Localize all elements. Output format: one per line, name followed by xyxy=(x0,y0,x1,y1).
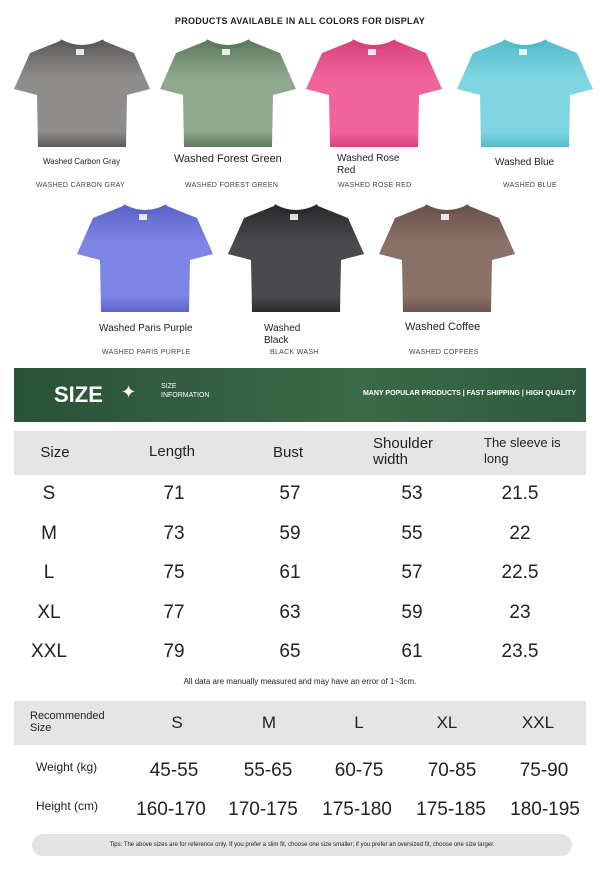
table-cell: 61 xyxy=(279,562,301,583)
tshirt-image xyxy=(377,202,517,317)
table-cell: 57 xyxy=(401,562,423,583)
table-cell: 73 xyxy=(163,522,185,544)
table-cell: 57 xyxy=(279,483,301,504)
column-header: Size xyxy=(40,444,70,461)
tshirt-image xyxy=(158,37,298,152)
product-name: Washed Carbon Gray xyxy=(43,157,121,166)
table-cell: 175-180 xyxy=(322,799,392,820)
table-cell: 79 xyxy=(163,641,185,662)
table-cell: 21.5 xyxy=(501,483,539,504)
column-header: Shoulder width xyxy=(373,435,434,468)
product-name: Washed Paris Purple xyxy=(99,323,193,334)
size-banner xyxy=(14,368,586,422)
product-code: BLACK WASH xyxy=(270,349,319,356)
tshirt-icon xyxy=(377,202,517,317)
table-cell: 170-175 xyxy=(228,799,298,820)
tshirt-icon xyxy=(75,202,215,317)
table-cell: 45-55 xyxy=(149,760,199,781)
banner-title: SIZE xyxy=(54,382,103,407)
table-cell: 63 xyxy=(279,601,301,623)
column-header: Bust xyxy=(272,444,303,461)
table-cell: 180-195 xyxy=(510,799,580,820)
table-cell: 75-90 xyxy=(519,760,569,781)
table-cell: 60-75 xyxy=(334,760,384,781)
tshirt-icon xyxy=(455,37,595,152)
column-header: The sleeve is long xyxy=(484,435,561,466)
tshirt-image xyxy=(12,37,152,152)
product-name: Washed Blue xyxy=(495,157,555,168)
row-label: Weight (kg) xyxy=(36,760,98,774)
product-name: Washed Black xyxy=(264,323,301,346)
table-cell: 23.5 xyxy=(501,641,539,662)
row-label: Height (cm) xyxy=(36,799,99,813)
column-header: Recommended Size xyxy=(30,710,105,734)
table-cell: 22.5 xyxy=(501,562,539,583)
table-cell: 71 xyxy=(163,483,185,504)
table-cell: 77 xyxy=(163,601,185,623)
table-cell: 59 xyxy=(279,522,301,544)
tshirt-image xyxy=(75,202,215,317)
tshirt-icon xyxy=(304,37,444,152)
sparkle-icon: ✦ xyxy=(121,382,137,402)
product-name: Washed Coffee xyxy=(405,321,481,333)
product-name: Washed Forest Green xyxy=(174,153,282,165)
tips-bar: Tips: The above sizes are for reference only. If you prefer a slim fit, choose one size smaller; if you prefer an oversized fit, choose one size larger. xyxy=(32,834,572,856)
product-code: WASHED ROSE RED xyxy=(338,182,412,189)
page-header: PRODUCTS AVAILABLE IN ALL COLORS FOR DISPLAY xyxy=(174,16,426,26)
measurement-note: All data are manually measured and may have an error of 1~3cm. xyxy=(183,677,417,686)
product-name: Washed Rose Red xyxy=(337,153,400,176)
product-code: WASHED FOREST GREEN xyxy=(185,182,279,189)
table-cell: 59 xyxy=(401,601,423,623)
product-code: WASHED BLUE xyxy=(503,182,557,189)
column-header: L xyxy=(354,713,364,732)
tshirt-image xyxy=(304,37,444,152)
column-header: M xyxy=(261,713,277,732)
table-cell: 175-185 xyxy=(416,799,486,820)
table-cell: 65 xyxy=(279,641,301,662)
tshirt-image xyxy=(455,37,595,152)
table-cell: L xyxy=(43,562,55,583)
product-code: WASHED PARIS PURPLE xyxy=(102,349,191,356)
tshirt-icon xyxy=(226,202,366,317)
table-cell: S xyxy=(42,483,56,504)
size-table-header xyxy=(14,431,586,475)
tshirt-image xyxy=(226,202,366,317)
column-header: XL xyxy=(436,713,458,732)
column-header: Length xyxy=(149,443,195,460)
table-cell: 75 xyxy=(163,562,185,583)
table-cell: 55-65 xyxy=(243,760,293,781)
table-cell: 22 xyxy=(509,522,531,544)
table-cell: 70-85 xyxy=(427,760,477,781)
table-cell: 53 xyxy=(401,483,423,504)
table-cell: XL xyxy=(37,601,61,623)
product-code: WASHED COFFEES xyxy=(409,349,479,356)
recommended-table-header xyxy=(14,701,586,745)
banner-info: SIZE INFORMATION xyxy=(161,383,210,399)
banner-tagline: MANY POPULAR PRODUCTS | FAST SHIPPING | HIGH QUALITY xyxy=(362,390,576,397)
column-header: S xyxy=(171,713,183,732)
table-cell: 61 xyxy=(401,641,423,662)
table-cell: 55 xyxy=(401,522,423,544)
table-cell: 160-170 xyxy=(136,799,206,820)
tshirt-icon xyxy=(12,37,152,152)
tshirt-icon xyxy=(158,37,298,152)
table-cell: M xyxy=(41,522,57,544)
table-cell: 23 xyxy=(509,601,531,623)
column-header: XXL xyxy=(521,713,555,732)
product-code: WASHED CARBON GRAY xyxy=(36,182,126,189)
table-cell: XXL xyxy=(31,641,67,662)
